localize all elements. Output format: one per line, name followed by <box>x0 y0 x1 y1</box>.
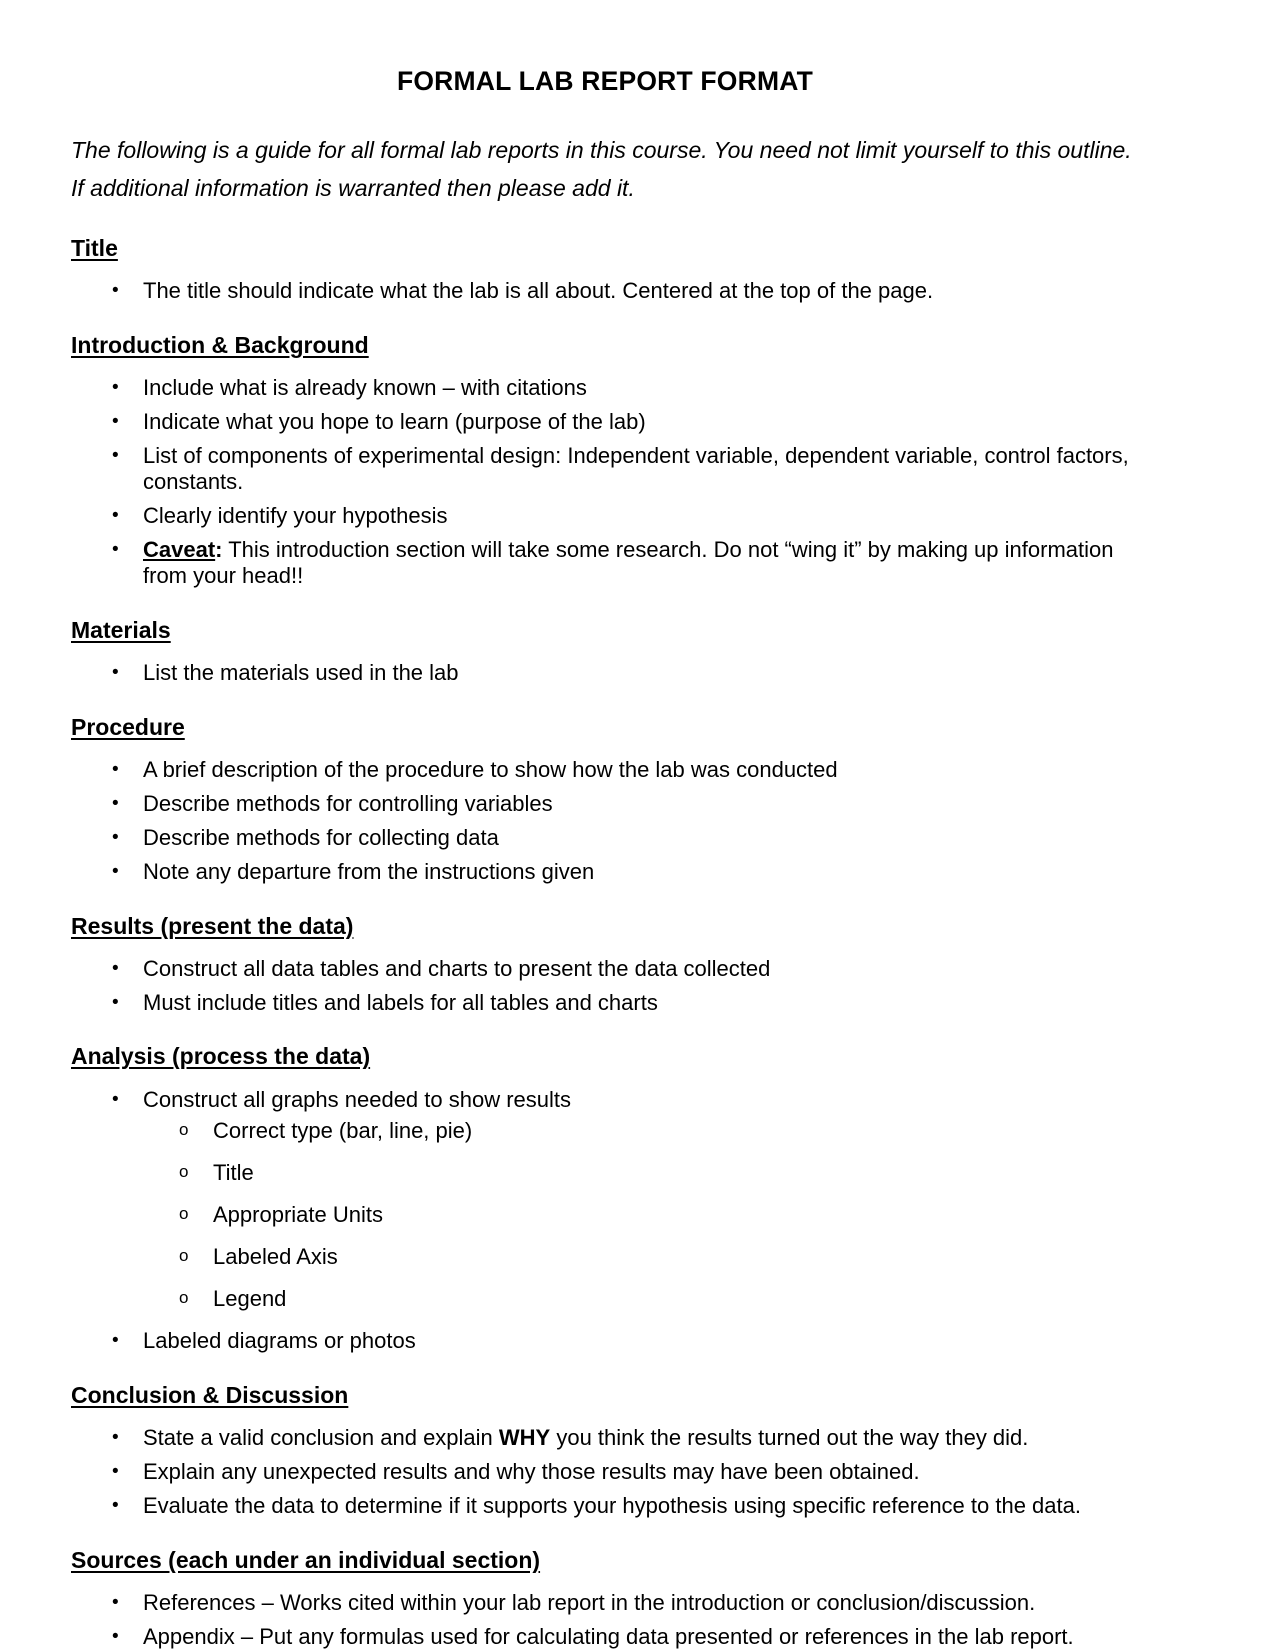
sub-list-item-text: Correct type (bar, line, pie) <box>213 1118 473 1144</box>
section-heading-title-text: Title <box>71 234 118 261</box>
list-item-text: Explain any unexpected results and why those results may have been obtained. <box>143 1459 920 1485</box>
section-analysis <box>71 1041 1139 1354</box>
list-item <box>71 1590 1139 1616</box>
bullet-list-introduction <box>71 375 1139 589</box>
list-item-text: Describe methods for controlling variables <box>143 790 553 816</box>
bullet-list-conclusion <box>71 1425 1139 1519</box>
intro-paragraph: The following is a guide for all formal lab reports in this course. You need not limit yourself to this outline. If additional information is warranted then please add it. <box>71 137 1132 201</box>
section-heading-title <box>71 233 1139 264</box>
sub-list-item <box>143 1286 1139 1312</box>
list-item-text: List of components of experimental design: Independent variable, dependent variable, control factors, constants. <box>143 442 1129 494</box>
caveat-text: This introduction section will take some research. Do not “wing it” by making up information from your head!! <box>143 536 1114 588</box>
section-title <box>71 233 1139 304</box>
list-item <box>71 409 1139 435</box>
conclusion-text-before: State a valid conclusion and explain <box>143 1425 499 1451</box>
document-body <box>71 64 1139 1650</box>
list-item-text: Labeled diagrams or photos <box>143 1328 416 1354</box>
section-heading-analysis-text: Analysis (process the data) <box>71 1043 371 1070</box>
list-item <box>71 278 1139 304</box>
bullet-icon: • <box>112 1427 119 1449</box>
list-item-text: Evaluate the data to determine if it supports your hypothesis using specific reference to the data. <box>143 1493 1081 1519</box>
section-heading-materials-text: Materials <box>71 616 171 643</box>
bullet-list-analysis <box>71 1087 1139 1355</box>
bullet-icon: • <box>112 410 119 432</box>
section-conclusion <box>71 1380 1139 1519</box>
list-item-caveat <box>71 537 1139 589</box>
list-item-text: Describe methods for collecting data <box>143 824 499 850</box>
list-item <box>71 1087 1139 1313</box>
list-item-text: Clearly identify your hypothesis <box>143 502 448 528</box>
list-item <box>71 1328 1139 1354</box>
sub-list-item <box>143 1160 1139 1186</box>
caveat-colon: : <box>215 536 223 562</box>
bullet-list-materials <box>71 660 1139 686</box>
list-item <box>71 859 1139 885</box>
bullet-icon: • <box>112 538 119 560</box>
bullet-icon: • <box>112 1626 119 1648</box>
list-item-text: Note any departure from the instructions given <box>143 858 595 884</box>
bullet-icon: • <box>112 1330 119 1352</box>
bullet-icon: • <box>112 1461 119 1483</box>
circle-bullet-icon: o <box>179 1288 189 1308</box>
conclusion-emphasis-why: WHY <box>498 1425 551 1451</box>
bullet-icon: • <box>112 444 119 466</box>
list-item <box>71 503 1139 529</box>
bullet-icon: • <box>112 661 119 683</box>
section-heading-introduction <box>71 330 1139 361</box>
list-item-text: Appendix – Put any formulas used for calculating data presented or references in the lab report. <box>143 1624 1074 1650</box>
list-item-text: Include what is already known – with citations <box>143 374 587 400</box>
list-item <box>71 660 1139 686</box>
bullet-list-procedure <box>71 757 1139 885</box>
circle-bullet-icon: o <box>179 1120 189 1140</box>
list-item <box>71 1624 1139 1650</box>
section-heading-results-text: Results (present the data) <box>71 912 354 939</box>
bullet-icon: • <box>112 792 119 814</box>
list-item-text: References – Works cited within your lab report in the introduction or conclusion/discussion. <box>143 1590 1036 1616</box>
sub-list-item-text: Appropriate Units <box>213 1202 383 1228</box>
bullet-icon: • <box>112 1495 119 1517</box>
list-item <box>71 443 1139 495</box>
list-item-text: Indicate what you hope to learn (purpose of the lab) <box>143 408 646 434</box>
section-results <box>71 911 1139 1016</box>
bullet-icon: • <box>112 376 119 398</box>
list-item <box>71 1425 1139 1451</box>
list-item <box>71 375 1139 401</box>
list-item <box>71 1493 1139 1519</box>
section-procedure <box>71 712 1139 885</box>
bullet-icon: • <box>112 758 119 780</box>
bullet-icon: • <box>112 860 119 882</box>
section-heading-procedure <box>71 712 1139 743</box>
circle-bullet-icon: o <box>179 1246 189 1266</box>
list-item <box>71 956 1139 982</box>
list-item <box>71 1459 1139 1485</box>
sub-list-item-text: Labeled Axis <box>213 1244 338 1270</box>
list-item <box>71 791 1139 817</box>
list-item-text: Must include titles and labels for all tables and charts <box>143 989 658 1015</box>
section-materials <box>71 615 1139 686</box>
bullet-list-sources <box>71 1590 1139 1650</box>
sub-list-item <box>143 1118 1139 1144</box>
bullet-icon: • <box>112 1592 119 1614</box>
section-heading-procedure-text: Procedure <box>71 713 185 740</box>
conclusion-text-after: you think the results turned out the way they did. <box>550 1425 1029 1451</box>
section-heading-conclusion-text: Conclusion & Discussion <box>71 1382 349 1409</box>
page-title: FORMAL LAB REPORT FORMAT <box>396 66 813 96</box>
bullet-icon: • <box>112 1088 119 1110</box>
list-item <box>71 990 1139 1016</box>
section-heading-materials <box>71 615 1139 646</box>
section-heading-results <box>71 911 1139 942</box>
sub-bullet-list-analysis <box>143 1118 1139 1312</box>
bullet-list-results <box>71 956 1139 1016</box>
sub-list-item-text: Legend <box>213 1286 287 1312</box>
section-heading-introduction-text: Introduction & Background <box>71 331 369 358</box>
section-heading-sources <box>71 1545 1139 1576</box>
bullet-list-title <box>71 278 1139 304</box>
list-item-text: List the materials used in the lab <box>143 659 459 685</box>
section-heading-sources-text: Sources (each under an individual section) <box>71 1547 541 1574</box>
list-item-text: Construct all data tables and charts to present the data collected <box>143 955 771 981</box>
section-introduction <box>71 330 1139 589</box>
bullet-icon: • <box>112 504 119 526</box>
bullet-icon: • <box>112 991 119 1013</box>
list-item-text: Construct all graphs needed to show results <box>143 1086 572 1112</box>
circle-bullet-icon: o <box>179 1204 189 1224</box>
bullet-icon: • <box>112 957 119 979</box>
list-item-text: The title should indicate what the lab is all about. Centered at the top of the page. <box>143 277 934 303</box>
list-item-text: A brief description of the procedure to show how the lab was conducted <box>143 756 838 782</box>
section-heading-analysis <box>71 1041 1139 1072</box>
bullet-icon: • <box>112 826 119 848</box>
caveat-label: Caveat <box>143 536 216 562</box>
sub-list-item <box>143 1202 1139 1228</box>
section-sources <box>71 1545 1139 1650</box>
circle-bullet-icon: o <box>179 1162 189 1182</box>
sub-list-item-text: Title <box>213 1160 254 1186</box>
sub-list-item <box>143 1244 1139 1270</box>
list-item <box>71 757 1139 783</box>
bullet-icon: • <box>112 279 119 301</box>
section-heading-conclusion <box>71 1380 1139 1411</box>
list-item <box>71 825 1139 851</box>
